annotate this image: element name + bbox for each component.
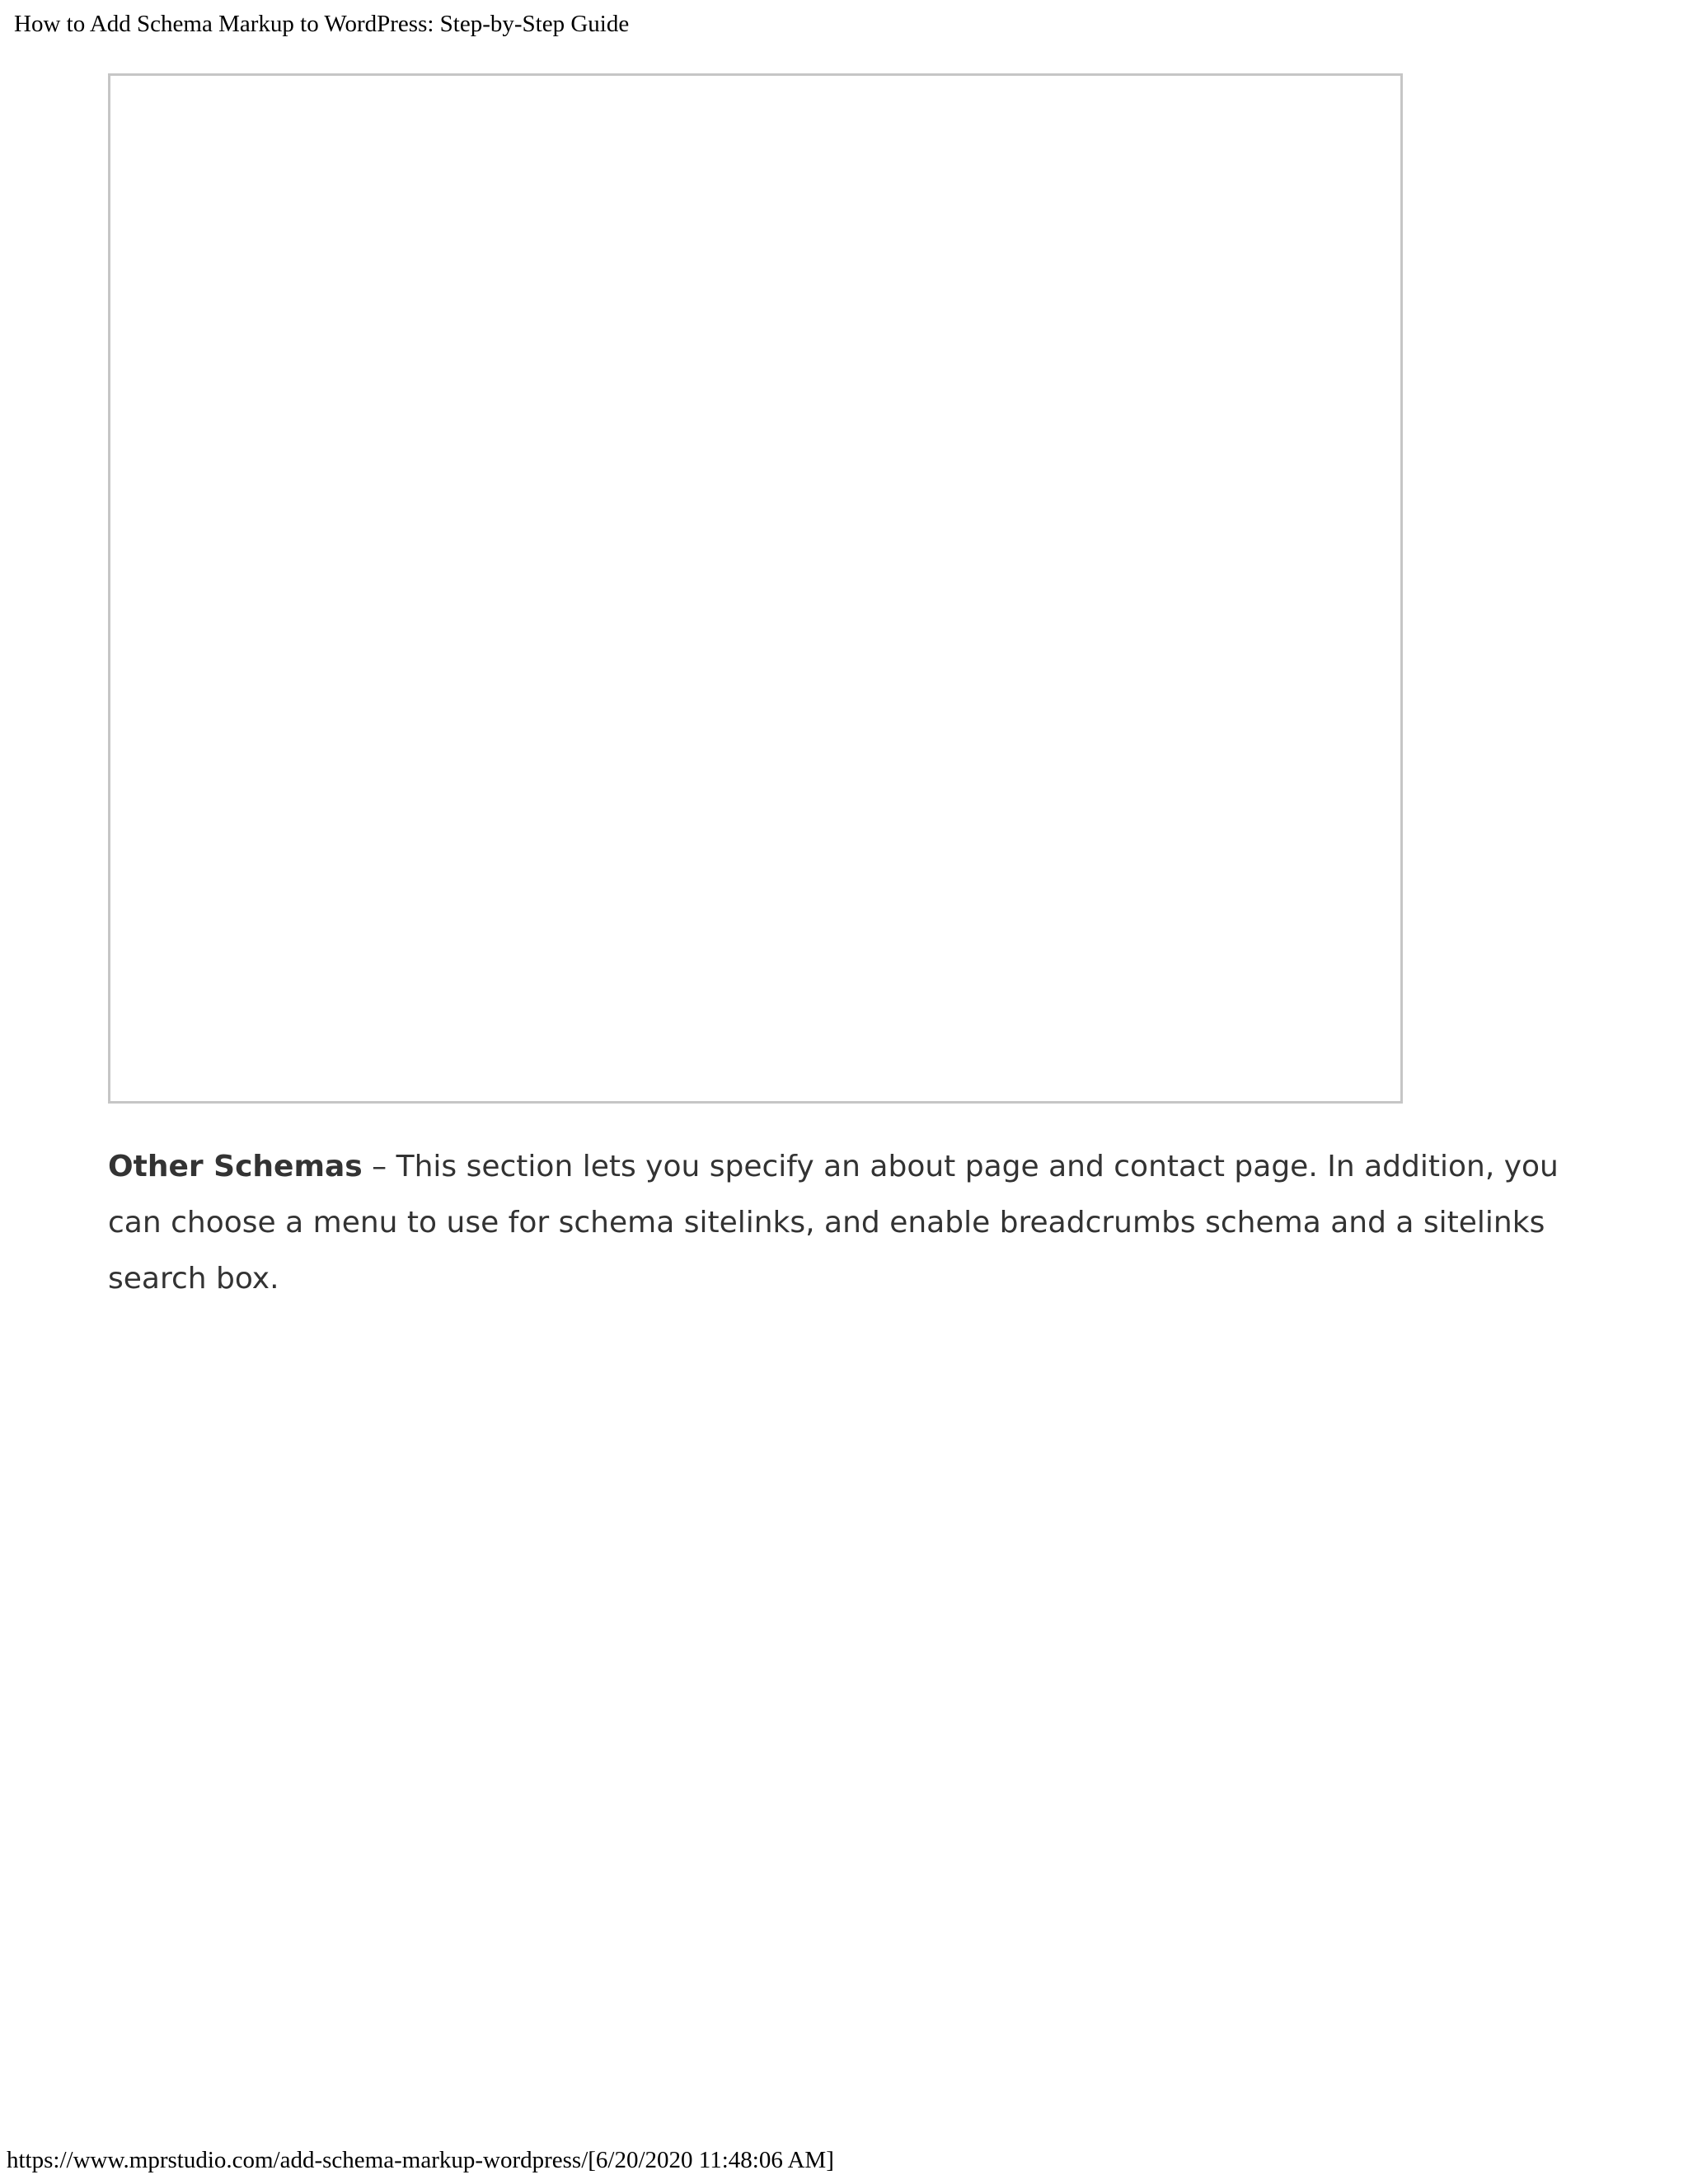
other-schemas-paragraph bbox=[108, 1139, 1592, 1307]
page-url-timestamp: https://www.mprstudio.com/add-schema-markup-wordpress/[6/20/2020 11:48:06 AM] bbox=[7, 2147, 834, 2173]
page-title: How to Add Schema Markup to WordPress: Step-by-Step Guide bbox=[14, 11, 630, 37]
other-schemas-heading: Other Schemas bbox=[108, 1150, 363, 1183]
other-schemas-description: – This section lets you specify an about page and contact page. In addition, you can choose a menu to use for schema sitelinks, and enable breadcrumbs schema and a sitelinks search box. bbox=[108, 1150, 1559, 1296]
screenshot-placeholder bbox=[108, 73, 1403, 1104]
